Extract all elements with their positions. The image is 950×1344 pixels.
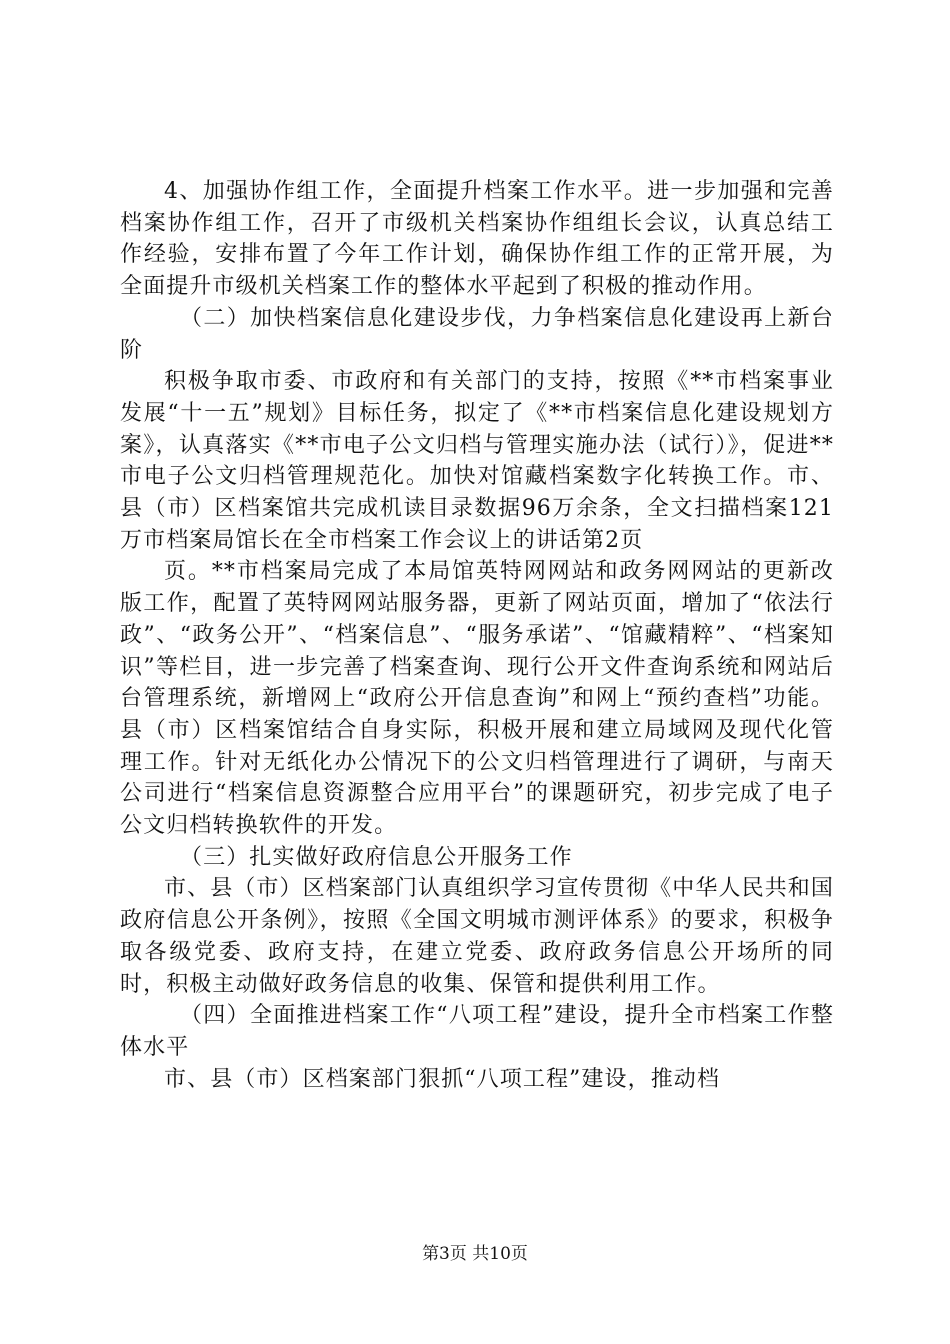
- section-heading-informatization: （二）加快档案信息化建设步伐，力争档案信息化建设再上新台阶: [120, 305, 834, 363]
- document-body: [120, 176, 834, 1095]
- paragraph-info-disclosure: 市、县（市）区档案部门认真组织学习宣传贯彻《中华人民共和国政府信息公开条例》，按照《全国文明城市测评体系》的要求，积极争取各级党委、政府支持，在建立党委、政府政务信息公开场所的同时，积极主动做好政务信息的收集、保管和提供利用工作。: [120, 876, 834, 997]
- paragraph-website-upgrade: 页。**市档案局完成了本局馆英特网网站和政务网网站的更新改版工作，配置了英特网网站服务器，更新了网站页面，增加了“依法行政”、“政务公开”、“档案信息”、“服务承诺”、“馆藏精粹”、“档案知识”等栏目，进一步完善了档案查询、现行公开文件查询系统和网站后台管理系统，新增网上“政府公开信息查询”和网上“预约查档”功能。县（市）区档案馆结合自身实际，积极开展和建立局域网及现代化管理工作。针对无纸化办公情况下的公文归档管理进行了调研，与南天公司进行“档案信息资源整合应用平台”的课题研究，初步完成了电子公文归档转换软件的开发。: [120, 559, 834, 839]
- paragraph-eight-projects: 市、县（市）区档案部门狠抓“八项工程”建设，推动档: [164, 1066, 720, 1092]
- page-number-footer: 第3页 共10页: [422, 1244, 528, 1264]
- paragraph-coordination-group: 4、加强协作组工作，全面提升档案工作水平。进一步加强和完善档案协作组工作，召开了市级机关档案协作组组长会议，认真总结工作经验，安排布置了今年工作计划，确保协作组工作的正常开展，为全面提升市级机关档案工作的整体水平起到了积极的推动作用。: [120, 179, 834, 300]
- section-heading-info-disclosure: （三）扎实做好政府信息公开服务工作: [180, 844, 573, 870]
- paragraph-informatization-plan: 积极争取市委、市政府和有关部门的支持，按照《**市档案事业发展“十一五”规划》目标任务，拟定了《**市档案信息化建设规划方案》，认真落实《**市电子公文归档与管理实施办法（试行）》，促进**市电子公文归档管理规范化。加快对馆藏档案数字化转换工作。市、县（市）区档案馆共完成机读目录数据96万余条，全文扫描档案121万市档案局馆长在全市档案工作会议上的讲话第2页: [120, 369, 834, 553]
- section-heading-eight-projects: （四）全面推进档案工作“八项工程”建设，提升全市档案工作整体水平: [120, 1003, 834, 1060]
